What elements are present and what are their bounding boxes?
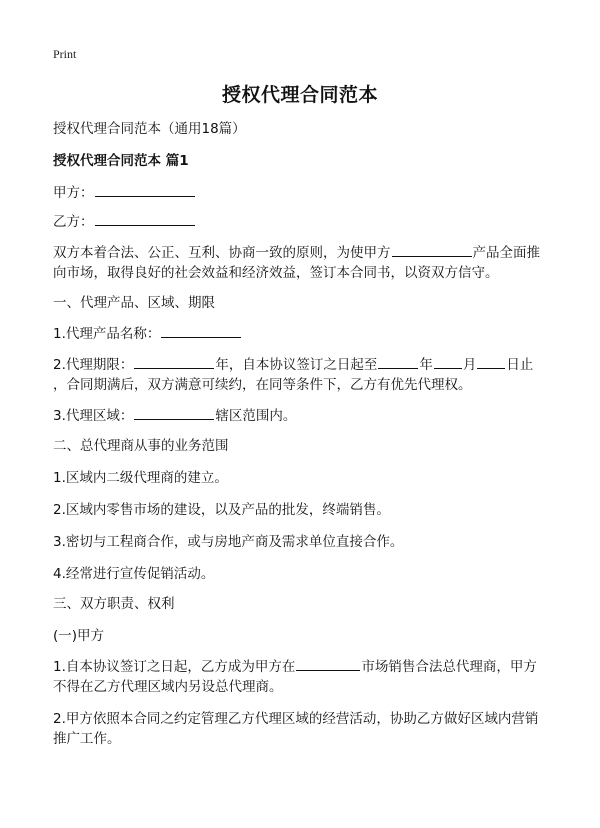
party-b-blank [95, 211, 195, 226]
market-blank [296, 656, 360, 671]
item-1-3 [53, 405, 296, 427]
party-b-label: 乙方： [53, 214, 94, 230]
region-blank [134, 405, 214, 420]
sub-heading-a: (一)甲方 [53, 628, 105, 644]
end-day-blank [477, 354, 505, 369]
item-2-3: 3.密切与工程商合作，或与房地产商及需求单位直接合作。 [53, 534, 404, 550]
item-2-1: 1.区域内二级代理商的建立。 [53, 470, 228, 486]
intro-line-2: 向市场，取得良好的社会效益和经济效益，签订本合同书，以资双方信守。 [53, 265, 499, 281]
intro-text-2: 产品全面推 [472, 245, 540, 261]
print-label[interactable]: Print [53, 47, 77, 61]
heading-2: 二、总代理商从事的业务范围 [53, 438, 229, 454]
product-blank [392, 242, 472, 257]
item-2-4: 4.经常进行宣传促销活动。 [53, 566, 215, 582]
item-1-2-d: 月 [462, 357, 477, 373]
product-name-blank [161, 323, 241, 338]
heading-1: 一、代理产品、区域、期限 [53, 295, 215, 311]
section-heading: 授权代理合同范本 篇1 [53, 153, 189, 169]
item-1-1 [53, 323, 242, 345]
item-3-2-line-2: 推广工作。 [53, 731, 121, 747]
item-3-1-a: 1.自本协议签订之日起，乙方成为甲方在 [53, 659, 296, 675]
item-1-3-b: 辖区范围内。 [215, 408, 297, 424]
heading-3: 三、双方职责、权利 [53, 596, 175, 612]
item-1-2-line-2: ，合同期满后，双方满意可续约，在同等条件下，乙方有优先代理权。 [53, 377, 472, 393]
item-1-3-a: 3.代理区域： [53, 408, 134, 424]
party-b-line [53, 211, 196, 233]
party-a-blank [95, 182, 195, 197]
party-a-label: 甲方： [53, 185, 94, 201]
item-3-1-line-1 [53, 656, 537, 678]
item-3-2-line-1: 2.甲方依照本合同之约定管理乙方代理区域的经营活动，协助乙方做好区域内营销 [53, 711, 539, 727]
term-years-blank [134, 354, 214, 369]
document-subtitle: 授权代理合同范本（通用18篇） [53, 121, 246, 137]
end-month-blank [434, 354, 462, 369]
item-3-1-b: 市场销售合法总代理商，甲方 [361, 659, 537, 675]
item-1-2-line-1 [53, 354, 533, 376]
item-1-2-e: 日止 [506, 357, 534, 373]
item-1-2-c: 年 [419, 357, 433, 373]
item-1-1-text: 1.代理产品名称： [53, 326, 161, 342]
intro-line-1 [53, 242, 540, 264]
end-year-blank [378, 354, 418, 369]
page-title: 授权代理合同范本 [221, 84, 378, 106]
item-2-2: 2.区域内零售市场的建设，以及产品的批发，终端销售。 [53, 502, 390, 518]
intro-text-1: 双方本着合法、公正、互利、协商一致的原则，为使甲方 [53, 245, 391, 261]
item-1-2-b: 年，自本协议签订之日起至 [215, 357, 378, 373]
party-a-line [53, 182, 196, 204]
item-3-1-line-2: 不得在乙方代理区域内另设总代理商。 [53, 679, 283, 695]
item-1-2-a: 2.代理期限： [53, 357, 134, 373]
